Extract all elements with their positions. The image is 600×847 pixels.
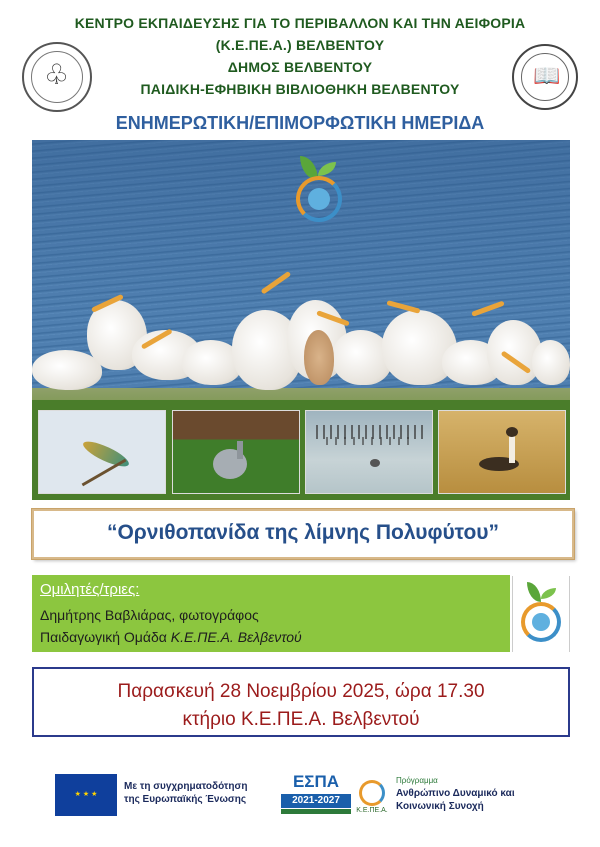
- espa-tagline-bar: [281, 809, 351, 814]
- espa-word: ΕΣΠΑ: [292, 772, 340, 791]
- espa-logo: [281, 772, 351, 816]
- leaf-icon: [318, 162, 336, 176]
- leaf-icon: [527, 582, 541, 602]
- header-line-library: ΠΑΙΔΙΚΗ-ΕΦΗΒΙΚΗ ΒΙΒΛΙΟΘΗΚΗ ΒΕΛΒΕΝΤΟΥ: [140, 81, 460, 97]
- header-line-municipality: ΔΗΜΟΣ ΒΕΛΒΕΝΤΟΥ: [227, 59, 373, 75]
- speakers-label: Ομιλητές/τριες:: [40, 581, 140, 598]
- kepea-mini-logo: [354, 772, 390, 816]
- kepea-logo: [512, 576, 570, 652]
- ring-icon: [359, 780, 385, 806]
- globe-icon: [532, 613, 550, 631]
- eu-flag-icon: [55, 774, 117, 816]
- branch: [82, 459, 127, 487]
- header-line-center-abbr: (Κ.Ε.ΠΕ.Α.) ΒΕΛΒΕΝΤΟΥ: [215, 37, 385, 53]
- photo-heron: [172, 410, 300, 494]
- espa-years: 2021-2027: [281, 794, 351, 808]
- heron-neck: [237, 441, 243, 459]
- speaker-photographer: Δημήτρης Βαβλιάρας, φωτογράφος: [40, 607, 259, 623]
- eu-line-2: της Ευρωπαϊκής Ένωσης: [124, 794, 247, 805]
- pelican-bird: [304, 330, 334, 385]
- photo-flock: [305, 410, 433, 494]
- eu-cofunding-text: [124, 780, 247, 806]
- bee-eater-bird: [80, 437, 131, 471]
- grebe-head: [506, 427, 518, 437]
- leaf-icon: [541, 588, 556, 599]
- program-line-2: Κοινωνική Συνοχή: [396, 801, 484, 812]
- speaker-team: [40, 629, 302, 645]
- event-place: κτήριο Κ.Ε.ΠΕ.Α. Βελβεντού: [182, 709, 420, 730]
- kepea-watermark-logo: [290, 154, 350, 224]
- speakers-panel: [32, 575, 510, 652]
- title-box: [32, 509, 574, 559]
- eu-line-1: Με τη συγχρηματοδότηση: [124, 781, 248, 792]
- pelican-bird: [532, 340, 570, 385]
- program-text: [396, 774, 515, 813]
- book-icon: 📖: [533, 63, 561, 88]
- grebe-neck: [509, 433, 515, 463]
- kepea-mini-label: Κ.Ε.ΠΕ.Α.: [356, 807, 388, 814]
- right-logo: [512, 44, 578, 110]
- eu-stars-icon: ★ ★ ★: [74, 791, 98, 798]
- photo-bee-eater: [38, 410, 166, 494]
- event-title: “Ορνιθοπανίδα της λίμνης Πολυφύτου”: [106, 521, 500, 544]
- speaker-team-name: Κ.Ε.ΠΕ.Α. Βελβεντού: [170, 629, 302, 645]
- event-date: Παρασκευή 28 Νοεμβρίου 2025, ώρα 17.30: [117, 681, 485, 702]
- date-box: [32, 667, 570, 737]
- event-type-heading: ΕΝΗΜΕΡΩΤΙΚΗ/ΕΠΙΜΟΡΦΩΤΙΚΗ ΗΜΕΡΙΔΑ: [115, 113, 485, 133]
- speaker-team-prefix: Παιδαγωγική Ομάδα: [40, 629, 171, 645]
- photo-grebe: [438, 410, 566, 494]
- program-label: Πρόγραμμα: [396, 776, 438, 785]
- globe-icon: [308, 188, 330, 210]
- header-line-center: ΚΕΝΤΡΟ ΕΚΠΑΙΔΕΥΣΗΣ ΓΙΑ ΤΟ ΠΕΡΙΒΑΛΛΟΝ ΚΑΙ ΤΗΝ ΑΕΙΦΟΡΙΑ: [74, 15, 526, 31]
- swimming-bird: [370, 459, 380, 467]
- bird-flock: [326, 437, 416, 445]
- program-line-1: Ανθρώπινο Δυναμικό και: [396, 788, 515, 799]
- tree-icon: ♧: [44, 58, 70, 91]
- main-photo: [32, 140, 570, 500]
